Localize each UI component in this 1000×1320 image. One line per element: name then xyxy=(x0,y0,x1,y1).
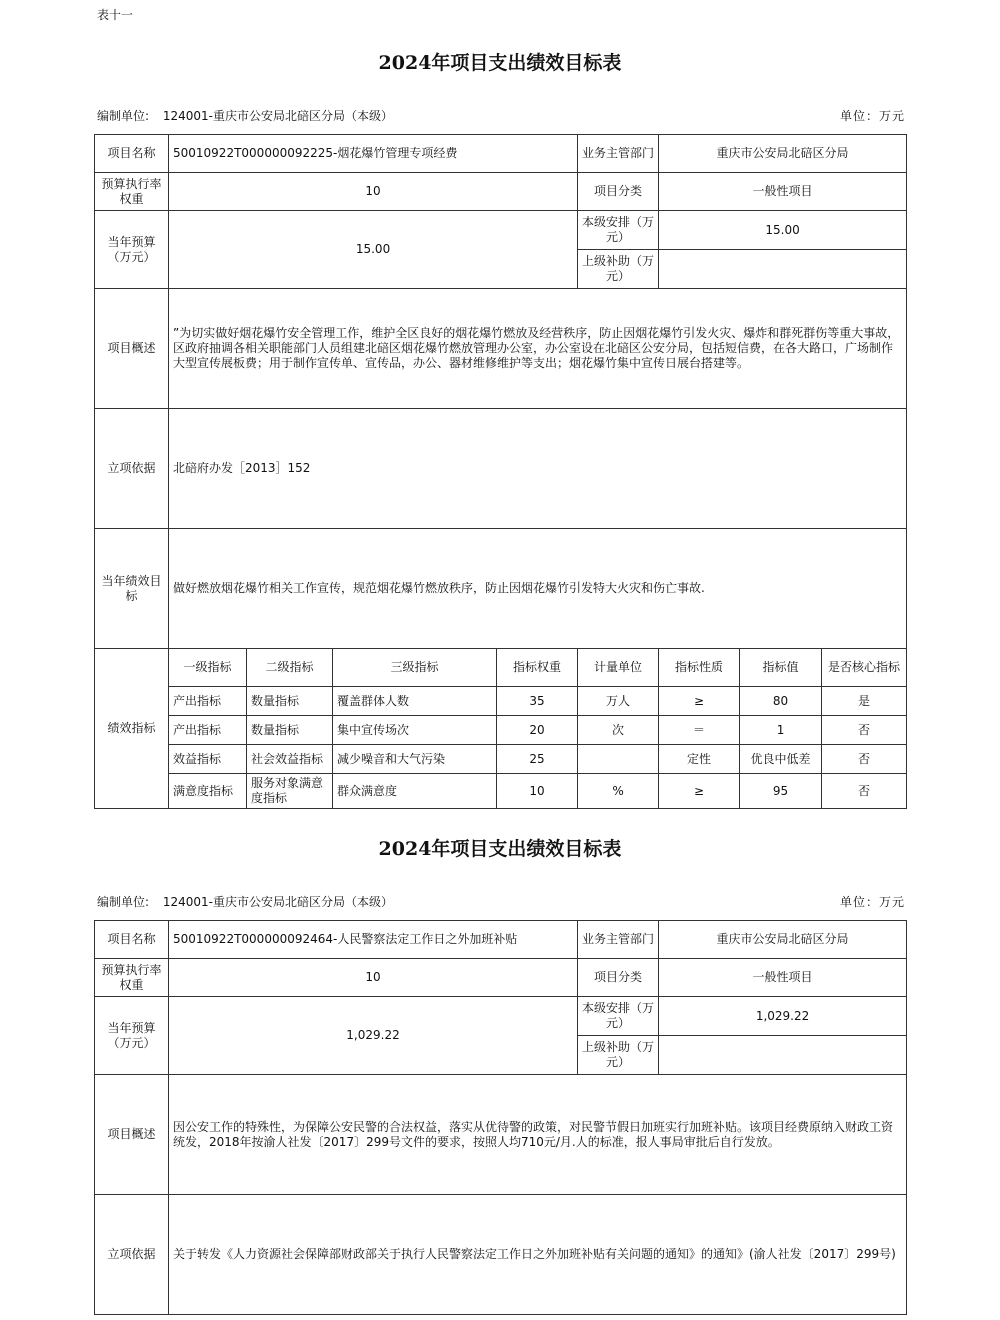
header-nature: 指标性质 xyxy=(659,649,740,687)
local-value: 15.00 xyxy=(659,211,907,250)
cell-level3: 集中宣传场次 xyxy=(333,716,497,745)
header-unit: 计量单位 xyxy=(578,649,659,687)
cell-level3: 减少噪音和大气污染 xyxy=(333,745,497,774)
cell-unit: 次 xyxy=(578,716,659,745)
weight-value: 10 xyxy=(169,173,578,211)
weight-label: 预算执行率权重 xyxy=(95,173,169,211)
upper-value xyxy=(659,250,907,289)
cell-weight: 35 xyxy=(497,687,578,716)
weight-label: 预算执行率权重 xyxy=(95,959,169,997)
performance-table-2 xyxy=(94,920,907,1315)
cell-core: 否 xyxy=(822,716,907,745)
cell-level1: 产出指标 xyxy=(169,687,247,716)
budget-value: 1,029.22 xyxy=(169,997,578,1075)
cell-weight: 25 xyxy=(497,745,578,774)
category-label: 项目分类 xyxy=(578,173,659,211)
project-name-label: 项目名称 xyxy=(95,135,169,173)
cell-unit: 万人 xyxy=(578,687,659,716)
header-core: 是否核心指标 xyxy=(822,649,907,687)
dept-value: 重庆市公安局北碚区分局 xyxy=(659,135,907,173)
unit-value: 124001-重庆市公安局北碚区分局（本级） xyxy=(162,895,394,909)
budget-label: 当年预算（万元） xyxy=(95,997,169,1075)
cell-level1: 效益指标 xyxy=(169,745,247,774)
unit-label: 编制单位: xyxy=(97,895,150,909)
table-2-meta xyxy=(97,893,905,910)
unit-label: 编制单位: xyxy=(97,109,150,123)
cell-nature: ≥ xyxy=(659,774,740,809)
goal-label: 当年绩效目标 xyxy=(95,529,169,649)
project-name-value: 50010922T000000092464-人民警察法定工作日之外加班补贴 xyxy=(169,921,578,959)
table-1-title: 2024年项目支出绩效目标表 xyxy=(378,52,622,74)
cell-core: 否 xyxy=(822,774,907,809)
basis-label: 立项依据 xyxy=(95,1195,169,1315)
dept-value: 重庆市公安局北碚区分局 xyxy=(659,921,907,959)
upper-value xyxy=(659,1036,907,1075)
table-2-title: 2024年项目支出绩效目标表 xyxy=(378,838,622,860)
dept-label: 业务主管部门 xyxy=(578,135,659,173)
cell-unit xyxy=(578,745,659,774)
project-name-value: 50010922T000000092225-烟花爆竹管理专项经费 xyxy=(169,135,578,173)
project-name-label: 项目名称 xyxy=(95,921,169,959)
cell-level2: 服务对象满意度指标 xyxy=(247,774,333,809)
cell-level2: 数量指标 xyxy=(247,716,333,745)
table-row xyxy=(95,687,907,716)
cell-value: 优良中低差 xyxy=(740,745,822,774)
weight-value: 10 xyxy=(169,959,578,997)
basis-label: 立项依据 xyxy=(95,409,169,529)
cell-level2: 数量指标 xyxy=(247,687,333,716)
overview-text: 因公安工作的特殊性，为保障公安民警的合法权益，落实从优待警的政策，对民警节假日加班实行加班补贴。该项目经费原纳入财政工资统发，2018年按渝人社发〔2017〕299号文件的要求，按照人均710元/月.人的标准，报人事局审批后自行发放。 xyxy=(169,1075,907,1195)
overview-text: ”为切实做好烟花爆竹安全管理工作，维护全区良好的烟花爆竹燃放及经营秩序，防止因烟花爆竹引发火灾、爆炸和群死群伤等重大事故，区政府抽调各相关职能部门人员组建北碚区烟花爆竹燃放管理办公室，办公室设在北碚区公安分局，包括短信费，在各大路口，广场制作大型宣传展板费；用于制作宣传单、宣传品，办公、器材维修维护等支出；烟花爆竹集中宣传日展台搭建等。 xyxy=(169,289,907,409)
table-1-meta xyxy=(97,107,905,124)
basis-text: 北碚府办发［2013］152 xyxy=(169,409,907,529)
indicators-label: 绩效指标 xyxy=(95,649,169,809)
category-value: 一般性项目 xyxy=(659,959,907,997)
cell-level1: 满意度指标 xyxy=(169,774,247,809)
cell-nature: 定性 xyxy=(659,745,740,774)
local-label: 本级安排（万元） xyxy=(578,211,659,250)
cell-core: 是 xyxy=(822,687,907,716)
table-row xyxy=(95,716,907,745)
cell-level3: 覆盖群体人数 xyxy=(333,687,497,716)
budget-value: 15.00 xyxy=(169,211,578,289)
unit-value: 124001-重庆市公安局北碚区分局（本级） xyxy=(162,109,394,123)
table-row xyxy=(95,774,907,809)
cell-weight: 20 xyxy=(497,716,578,745)
dept-label: 业务主管部门 xyxy=(578,921,659,959)
header-level1: 一级指标 xyxy=(169,649,247,687)
overview-label: 项目概述 xyxy=(95,289,169,409)
currency-unit: 单位：万元 xyxy=(839,109,905,123)
header-level3: 三级指标 xyxy=(333,649,497,687)
category-label: 项目分类 xyxy=(578,959,659,997)
local-value: 1,029.22 xyxy=(659,997,907,1036)
goal-text: 做好燃放烟花爆竹相关工作宣传，规范烟花爆竹燃放秩序，防止因烟花爆竹引发特大火灾和伤亡事故. xyxy=(169,529,907,649)
header-value: 指标值 xyxy=(740,649,822,687)
table-row xyxy=(95,745,907,774)
cell-unit: % xyxy=(578,774,659,809)
upper-label: 上级补助（万元） xyxy=(578,1036,659,1075)
table-number-label: 表十一 xyxy=(97,8,134,22)
cell-value: 1 xyxy=(740,716,822,745)
cell-nature: ＝ xyxy=(659,716,740,745)
cell-level1: 产出指标 xyxy=(169,716,247,745)
cell-nature: ≥ xyxy=(659,687,740,716)
overview-label: 项目概述 xyxy=(95,1075,169,1195)
header-weight: 指标权重 xyxy=(497,649,578,687)
cell-value: 95 xyxy=(740,774,822,809)
local-label: 本级安排（万元） xyxy=(578,997,659,1036)
performance-table-1 xyxy=(94,134,907,809)
cell-weight: 10 xyxy=(497,774,578,809)
header-level2: 二级指标 xyxy=(247,649,333,687)
basis-text: 关于转发《人力资源社会保障部财政部关于执行人民警察法定工作日之外加班补贴有关问题的通知》的通知》(渝人社发〔2017〕299号) xyxy=(169,1195,907,1315)
upper-label: 上级补助（万元） xyxy=(578,250,659,289)
cell-level2: 社会效益指标 xyxy=(247,745,333,774)
cell-core: 否 xyxy=(822,745,907,774)
cell-value: 80 xyxy=(740,687,822,716)
cell-level3: 群众满意度 xyxy=(333,774,497,809)
currency-unit: 单位：万元 xyxy=(839,895,905,909)
category-value: 一般性项目 xyxy=(659,173,907,211)
budget-label: 当年预算（万元） xyxy=(95,211,169,289)
